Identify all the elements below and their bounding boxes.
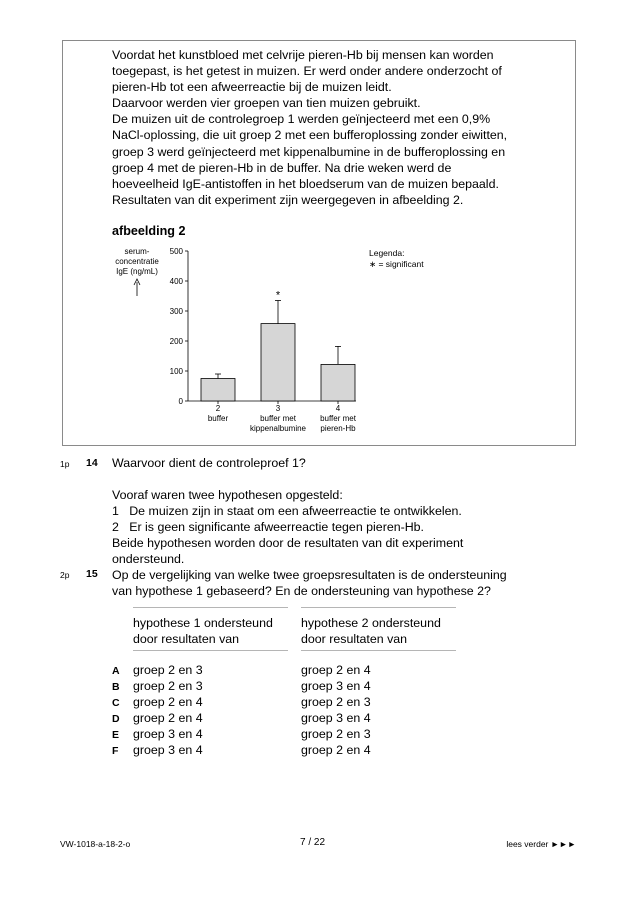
x-tick-label: buffer met bbox=[320, 414, 356, 423]
legend-title: Legenda: bbox=[369, 248, 405, 258]
q15-text-line: van hypothese 1 gebaseerd? En de ondersteuning van hypothese 2? bbox=[112, 584, 491, 599]
col2-header-line: door resultaten van bbox=[301, 632, 408, 647]
intro-line: hoeveelheid IgE-antistoffen in het bloedserum van de muizen bepaald. bbox=[112, 176, 499, 191]
q15-text bbox=[112, 567, 552, 599]
context-line: 2 Er is geen significante afweerreactie tegen pieren-Hb. bbox=[112, 520, 425, 535]
col1-header-line: hypothese 1 ondersteund bbox=[133, 616, 273, 630]
bars bbox=[201, 290, 355, 402]
option-letter: B bbox=[112, 681, 120, 693]
footer-page-number: 7 / 22 bbox=[300, 837, 326, 848]
y-tick-label: 100 bbox=[169, 367, 183, 376]
q15-text-line: Op de vergelijking van welke twee groepsresultaten is de ondersteuning bbox=[112, 568, 507, 582]
q14-number: 14 bbox=[86, 457, 98, 469]
option-h2: groep 2 en 3 bbox=[301, 695, 371, 709]
x-axis-labels bbox=[208, 401, 357, 433]
option-h1: groep 2 en 3 bbox=[133, 679, 203, 693]
intro-line: Resultaten van dit experiment zijn weergegeven in afbeelding 2. bbox=[112, 192, 464, 207]
significance-marker: * bbox=[275, 289, 281, 302]
bar bbox=[321, 364, 355, 401]
option-h2: groep 2 en 4 bbox=[301, 663, 371, 677]
option-letter: C bbox=[112, 697, 120, 709]
context-line: ondersteund. bbox=[112, 552, 185, 567]
context-line: Beide hypothesen worden door de resultaten van dit experiment bbox=[112, 536, 464, 551]
intro-text bbox=[112, 47, 562, 208]
table-header-rule-col1 bbox=[133, 650, 288, 651]
intro-line: Daarvoor werden vier groepen van tien muizen gebruikt. bbox=[112, 96, 421, 111]
option-letter: F bbox=[112, 745, 119, 757]
y-axis-label-line-3: IgE (ng/mL) bbox=[116, 267, 158, 276]
intro-line: De muizen uit de controlegroep 1 werden geïnjecteerd met een 0,9% bbox=[112, 112, 491, 127]
intro-line: toegepast, is het getest in muizen. Er werd onder andere onderzocht of bbox=[112, 64, 502, 79]
y-tick-label: 200 bbox=[169, 337, 183, 346]
footer-next-page: lees verder ►►► bbox=[506, 839, 576, 849]
option-h2: groep 2 en 4 bbox=[301, 743, 371, 757]
x-tick-number: 4 bbox=[335, 404, 341, 413]
option-h1: groep 3 en 4 bbox=[133, 743, 203, 757]
option-letter: A bbox=[112, 665, 120, 677]
q14-text-line: Waarvoor dient de controleproef 1? bbox=[112, 456, 306, 470]
table-top-rule-col2 bbox=[301, 607, 456, 608]
option-h1: groep 2 en 3 bbox=[133, 663, 203, 677]
bar-chart bbox=[100, 242, 480, 442]
y-tick-label: 0 bbox=[178, 397, 183, 406]
q15-number: 15 bbox=[86, 568, 98, 580]
context-line: Vooraf waren twee hypothesen opgesteld: bbox=[112, 488, 343, 502]
option-letter: D bbox=[112, 713, 120, 725]
col1-header-line: door resultaten van bbox=[133, 632, 240, 647]
q15-points: 2p bbox=[60, 570, 70, 580]
x-tick-label: kippenalbumine bbox=[249, 424, 307, 433]
footer-exam-code: VW-1018-a-18-2-o bbox=[60, 839, 131, 849]
option-h1: groep 3 en 4 bbox=[133, 727, 203, 741]
x-tick-number: 2 bbox=[215, 404, 221, 413]
table-header-rule-col2 bbox=[301, 650, 456, 651]
option-h2: groep 3 en 4 bbox=[301, 679, 371, 693]
x-tick-label: buffer bbox=[207, 414, 229, 423]
x-tick-number: 3 bbox=[275, 404, 281, 413]
x-tick-label: pieren-Hb bbox=[320, 424, 356, 433]
bar bbox=[201, 379, 235, 402]
option-h2: groep 2 en 3 bbox=[301, 727, 371, 741]
option-h1: groep 2 en 4 bbox=[133, 711, 203, 725]
option-h1: groep 2 en 4 bbox=[133, 695, 203, 709]
y-tick-label: 300 bbox=[169, 307, 183, 316]
intro-line: Voordat het kunstbloed met celvrije pieren-Hb bij mensen kan worden bbox=[112, 48, 494, 62]
intro-line: groep 4 met de pieren-Hb in de buffer. Na drie weken werd de bbox=[112, 160, 452, 175]
x-tick-label: buffer met bbox=[260, 414, 296, 423]
figure-title: afbeelding 2 bbox=[112, 224, 186, 238]
table-top-rule-col1 bbox=[133, 607, 288, 608]
q14-text bbox=[112, 455, 552, 471]
option-letter: E bbox=[112, 729, 120, 741]
y-tick-label: 400 bbox=[169, 277, 183, 286]
bar bbox=[261, 324, 295, 401]
intro-line: NaCl-oplossing, die uit groep 2 met een bufferoplossing zonder eiwitten, bbox=[112, 128, 508, 143]
intro-line: groep 3 werd geïnjecteerd met kippenalbumine in de bufferoplossing en bbox=[112, 144, 506, 159]
legend-entry: ∗ = significant bbox=[369, 259, 424, 269]
col2-header-line: hypothese 2 ondersteund bbox=[301, 616, 441, 630]
y-axis-label-line-2: concentratie bbox=[115, 257, 159, 266]
intro-line: pieren-Hb tot een afweerreactie bij de muizen leidt. bbox=[112, 80, 392, 95]
col2-header bbox=[301, 615, 441, 647]
y-tick-label: 500 bbox=[169, 247, 183, 256]
option-h2: groep 3 en 4 bbox=[301, 711, 371, 725]
context-line: 1 De muizen zijn in staat om een afweerreactie te ontwikkelen. bbox=[112, 504, 462, 519]
hypotheses-context bbox=[112, 487, 552, 567]
col1-header bbox=[133, 615, 273, 647]
q14-points: 1p bbox=[60, 459, 70, 469]
y-axis-label-line-1: serum- bbox=[124, 247, 150, 256]
